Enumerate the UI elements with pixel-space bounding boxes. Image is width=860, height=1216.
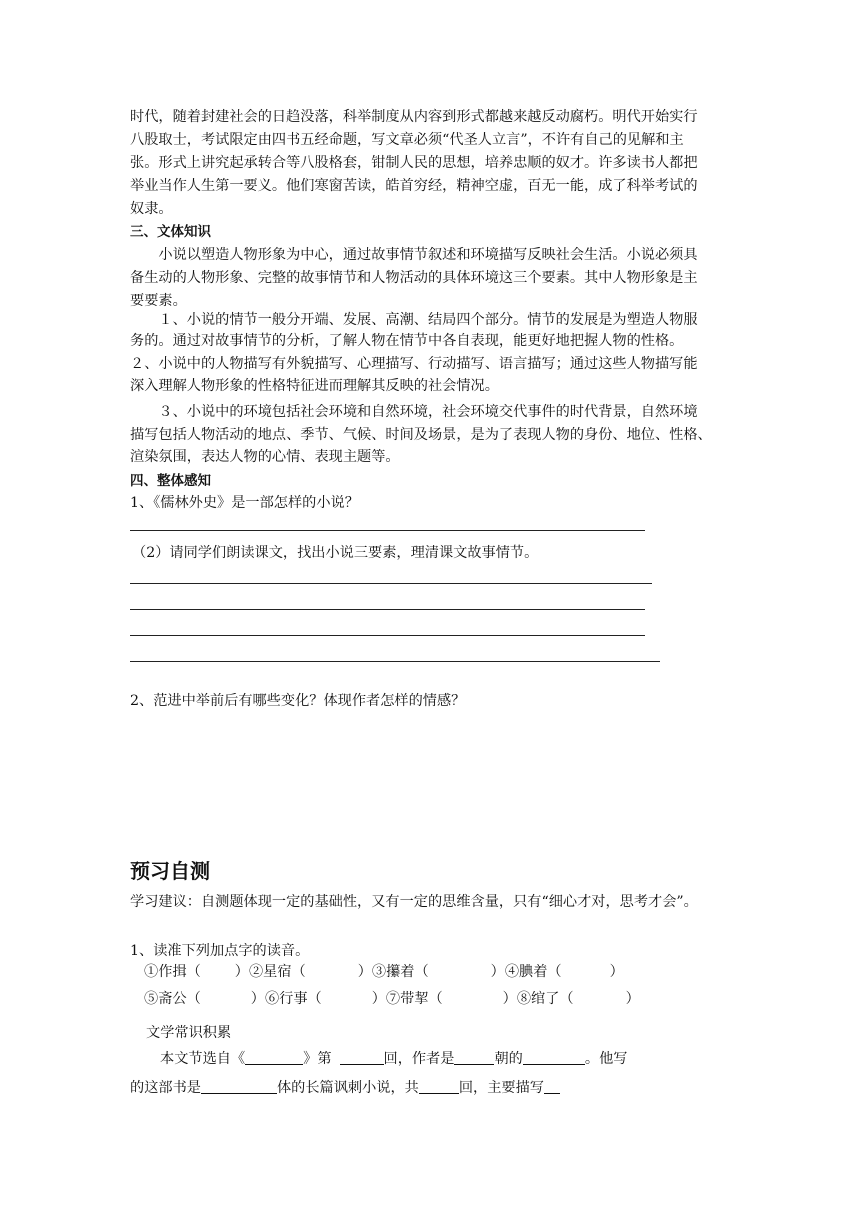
section3-para1-line3: 要要素。 — [130, 293, 187, 309]
section3-para1-line1: 小说以塑造人物形象为中心，通过故事情节叙述和环境描写反映社会生活。小说必须具 — [130, 247, 698, 263]
fill-blank[interactable] — [544, 1079, 560, 1094]
background-line-4: 举业当作人生第一要义。他们寒窗苦读，皓首穷经，精神空虚，百无一能，成了科举考试的 — [130, 178, 698, 194]
study-advice: 学习建议：自测题体现一定的基础性，又有一定的思维含量，只有“细心才对，思考才会”。 — [130, 894, 698, 910]
section3-heading: 三、文体知识 — [130, 224, 211, 240]
fill-blank[interactable] — [523, 1050, 585, 1065]
literature-heading: 文学常识积累 — [146, 1025, 232, 1041]
background-line-1: 时代，随着封建社会的日趋没落，科举制度从内容到形式都越来越反动腐朽。明代开始实行 — [130, 109, 698, 125]
section3-para4-line3: 渲染氛围，表达人物的心情、表现主题等。 — [130, 449, 400, 465]
literature-fill-line-1: 本文节选自《 》第 回，作者是 朝的 。他写 — [160, 1051, 628, 1067]
fill-blank[interactable] — [419, 1079, 459, 1094]
answer-line — [130, 661, 660, 662]
section3-para4-line1: ３、小说中的环境包括社会环境和自然环境，社会环境交代事件的时代背景，自然环境 — [130, 404, 698, 420]
preview-title: 预习自测 — [130, 859, 210, 883]
section4-heading: 四、整体感知 — [130, 473, 211, 489]
pronunciation-row-1: ①作揖（ ）②星宿（ ）③攥着（ ）④腆着（ ） — [144, 964, 624, 980]
fill-blank[interactable] — [201, 1079, 277, 1094]
question-2: 2、范进中举前后有哪些变化？体现作者怎样的情感？ — [130, 693, 466, 709]
section3-para3-line1: ２、小说中的人物描写有外貌描写、心理描写、行动描写、语言描写；通过这些人物描写能 — [130, 356, 698, 372]
question-1: 1、《儒林外史》是一部怎样的小说？ — [130, 495, 359, 511]
pronunciation-question: 1、读准下列加点字的读音。 — [130, 943, 310, 959]
section3-para2-line2: 务的。通过对故事情节的分析，了解人物在情节中各自表现，能更好地把握人物的性格。 — [130, 333, 684, 349]
literature-fill-line-2: 的这部书是 体的长篇讽刺小说，共 回，主要描写 — [130, 1077, 560, 1100]
fill-blank[interactable] — [340, 1050, 384, 1065]
answer-line — [130, 530, 645, 531]
background-line-3: 张。形式上讲究起承转合等八股格套，钳制人民的思想，培养忠顺的奴才。许多读书人都把 — [130, 155, 698, 171]
answer-line — [130, 635, 645, 636]
section3-para4-line2: 描写包括人物活动的地点、季节、气候、时间及场景，是为了表现人物的身份、地位、性格、 — [130, 427, 712, 443]
background-line-2: 八股取士，考试限定由四书五经命题，写文章必须“代圣人立言”，不许有自己的见解和主 — [130, 132, 684, 148]
fill-blank[interactable] — [245, 1050, 303, 1065]
fill-blank[interactable] — [454, 1050, 494, 1065]
section3-para2-line1: １、小说的情节一般分开端、发展、高潮、结局四个部分。情节的发展是为塑造人物服 — [130, 312, 698, 328]
answer-line — [130, 609, 645, 610]
answer-line — [130, 583, 652, 584]
section3-para3-line2: 深入理解人物形象的性格特征进而理解其反映的社会情况。 — [130, 378, 499, 394]
pronunciation-row-2: ⑤斋公（ ）⑥行事（ ）⑦带挈（ ）⑧绾了（ ） — [144, 991, 640, 1007]
question-1-sub: （2）请同学们朗读课文，找出小说三要素，理清课文故事情节。 — [132, 545, 539, 561]
background-line-5: 奴隶。 — [130, 201, 173, 217]
section3-para1-line2: 备生动的人物形象、完整的故事情节和人物活动的具体环境这三个要素。其中人物形象是主 — [130, 270, 698, 286]
